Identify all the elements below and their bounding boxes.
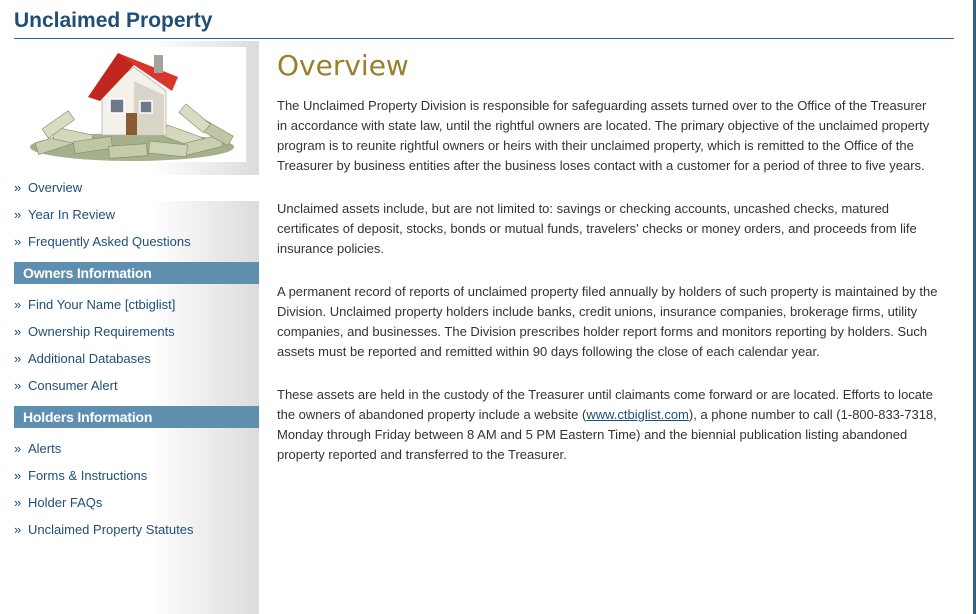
sidebar-item-additional-databases[interactable]: [14, 351, 151, 371]
chevron-right-icon: »: [14, 234, 22, 249]
paragraph-intro: The Unclaimed Property Division is responsible for safeguarding assets turned over to the Office of the Treasurer in accordance with state law, until the rightful owners are located. The primary objective of the unclaimed property program is to reunite rightful owners or heirs with their unclaimed property, which is remitted to the Office of the Treasurer by business entities after the business loses contact with a customer for a period of three to five years.: [277, 98, 930, 173]
sidebar-item-label: Frequently Asked Questions: [28, 234, 191, 249]
sidebar-item-alerts[interactable]: [14, 441, 61, 461]
paragraph-custody-text-1: These assets are held in the custody of the Treasurer until claimants come forward or are located. Efforts to locate the owners of abandoned property include a website (: [277, 387, 933, 422]
sidebar-item-label: Overview: [28, 180, 83, 195]
sidebar-item-label: Find Your Name [ctbiglist]: [28, 297, 176, 312]
chevron-right-icon: »: [14, 351, 22, 366]
chevron-right-icon: »: [14, 495, 22, 510]
sidebar-item-find-your-name[interactable]: [14, 297, 175, 317]
paragraph-custody-text-2: ), a phone number to call (1-800-833-7318, Monday through Friday between 8 AM and 5 PM Eastern Time) and the biennial publication listing abandoned property reported and transferred to the Treasurer.: [277, 407, 937, 462]
chevron-right-icon: »: [14, 378, 22, 393]
sidebar-item-ownership-requirements[interactable]: [14, 324, 175, 344]
sidebar-item-label: Additional Databases: [28, 351, 151, 366]
main-content: [277, 46, 939, 488]
sidebar-item-label: Forms & Instructions: [28, 468, 148, 483]
sidebar-item-label: Consumer Alert: [28, 378, 118, 393]
chevron-right-icon: »: [14, 297, 22, 312]
sidebar-item-year-in-review[interactable]: [14, 207, 115, 227]
sidebar-item-holder-faqs[interactable]: [14, 495, 102, 515]
chevron-right-icon: »: [14, 522, 22, 537]
holders-information-header: Holders Information: [14, 406, 259, 428]
sidebar-item-label: Year In Review: [28, 207, 115, 222]
sidebar-item-consumer-alert[interactable]: [14, 378, 118, 398]
sidebar-item-unclaimed-property-statutes[interactable]: [14, 522, 193, 542]
sidebar: [14, 41, 259, 614]
sidebar-item-overview[interactable]: [14, 175, 259, 201]
sidebar-item-label: Unclaimed Property Statutes: [28, 522, 194, 537]
sidebar-item-label: Alerts: [28, 441, 62, 456]
house: [88, 53, 178, 135]
page-title: Overview: [277, 49, 409, 82]
house-money-image: [14, 47, 246, 162]
page-header-title: Unclaimed Property: [14, 9, 213, 32]
header: [14, 6, 954, 39]
sidebar-item-label: Holder FAQs: [28, 495, 103, 510]
sidebar-item-forms-instructions[interactable]: [14, 468, 147, 488]
sidebar-item-faq[interactable]: [14, 234, 191, 254]
sidebar-item-label: Ownership Requirements: [28, 324, 175, 339]
house-money-illustration: [14, 47, 246, 162]
ctbiglist-link[interactable]: www.ctbiglist.com: [586, 407, 689, 422]
paragraph-records: A permanent record of reports of unclaimed property filed annually by holders of such property is maintained by the Division. Unclaimed property holders include banks, credit unions, insurance companies, brokerage firms, utility companies, and businesses. The Division prescribes holder report forms and monitors reporting by holders. Such assets must be reported and remitted within 90 days following the close of each calendar year.: [277, 284, 938, 359]
paragraph-custody: [277, 385, 939, 465]
chevron-right-icon: »: [14, 180, 22, 195]
chevron-right-icon: »: [14, 324, 22, 339]
chevron-right-icon: »: [14, 441, 22, 456]
chevron-right-icon: »: [14, 207, 22, 222]
owners-information-header: Owners Information: [14, 262, 259, 284]
paragraph-assets: Unclaimed assets include, but are not limited to: savings or checking accounts, uncashed checks, matured certificates of deposit, stocks, bonds or mutual funds, travelers' checks or money orders, and proceeds from life insurance policies.: [277, 201, 917, 256]
chevron-right-icon: »: [14, 468, 22, 483]
